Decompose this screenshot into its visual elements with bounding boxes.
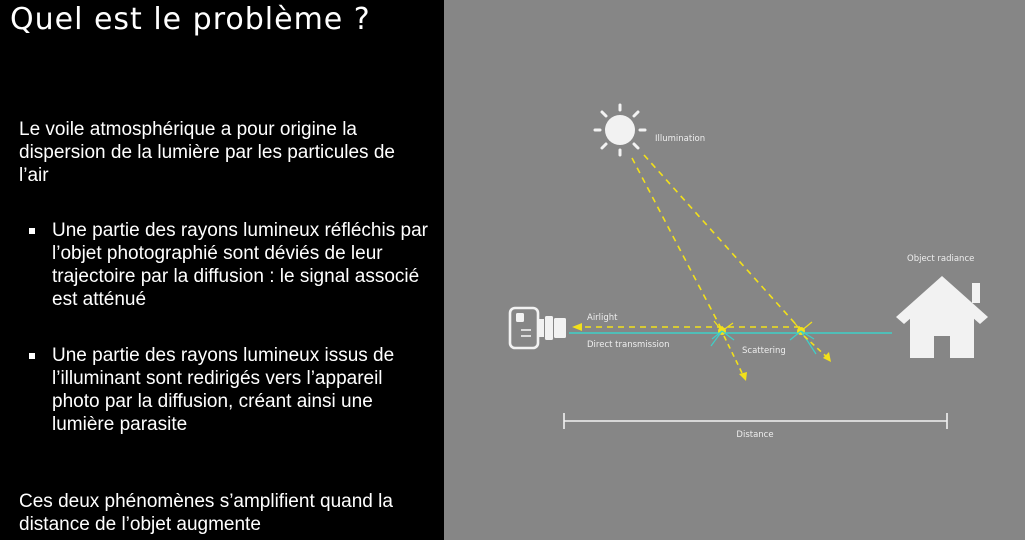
bullet-item [28,219,428,311]
slide-title: Quel est le problème ? [10,2,371,37]
camera-icon [510,308,566,348]
illumination-rays [632,155,801,330]
bullet-list [28,219,428,436]
distance-bar [564,413,947,429]
illumination-label: Illumination [655,134,706,144]
square-bullet-icon [29,228,35,234]
diagram-panel [444,0,1025,540]
sun-icon [595,105,645,155]
scattering-label: Scattering [742,346,786,356]
bullet-text: Une partie des rayons lumineux issus de l’illuminant sont redirigés vers l’appareil photo par la diffusion, créant ainsi une lumière parasite [52,345,395,435]
haze-diagram [444,0,1025,540]
distance-label: Distance [736,430,774,440]
bullet-text: Une partie des rayons lumineux réfléchis par l’objet photographié sont déviés de leur trajectoire par la diffusion : le signal associé est atténué [52,220,428,310]
square-bullet-icon [29,353,35,359]
text-panel [0,0,444,540]
airlight-ray [572,323,800,331]
conclusion-paragraph: Ces deux phénomènes s’amplifient quand la distance de l’objet augmente [19,491,393,535]
airlight-label: Airlight [587,313,618,323]
object-radiance-label: Object radiance [907,254,975,264]
bullet-item [28,344,428,436]
house-icon [896,276,988,358]
intro-paragraph: Le voile atmosphérique a pour origine la dispersion de la lumière par les particules de l’air [19,119,395,186]
direct-transmission-label: Direct transmission [587,340,670,350]
